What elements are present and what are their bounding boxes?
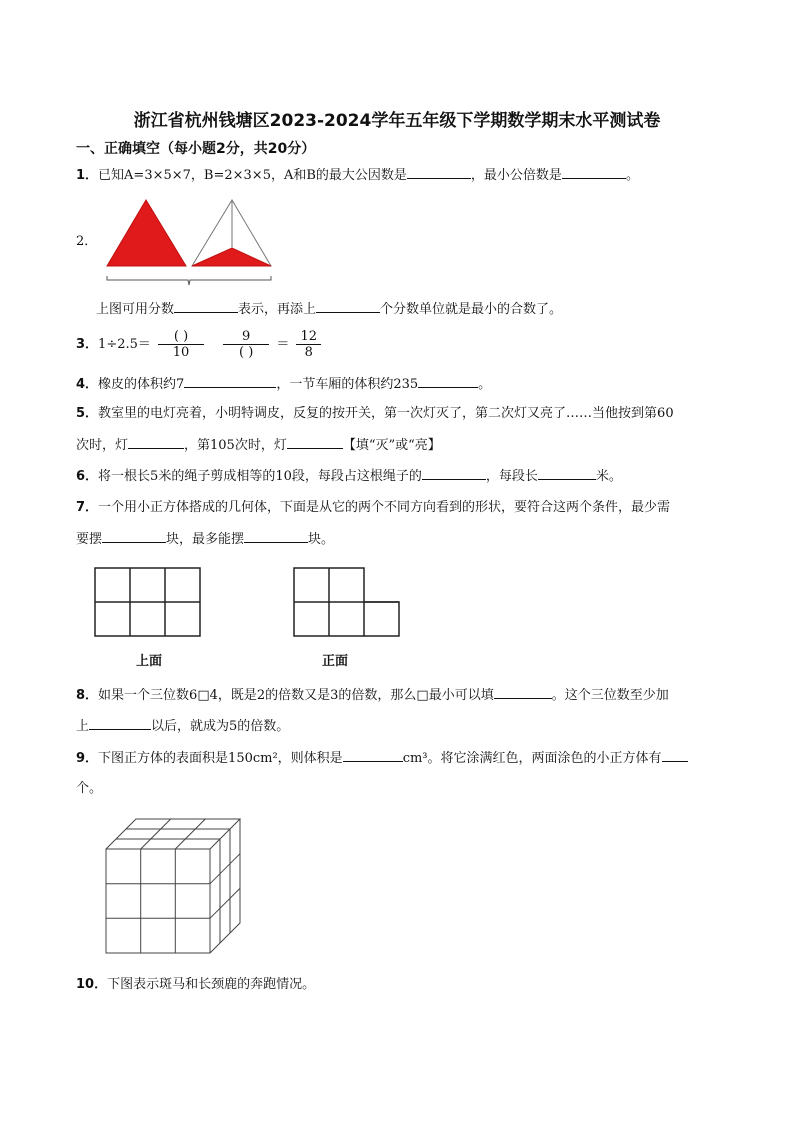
question-4	[76, 374, 491, 395]
question-8-line-2	[76, 716, 289, 737]
top-view-label: 上面	[136, 654, 163, 669]
question-9-line-1	[76, 748, 688, 769]
cube-figure	[104, 815, 244, 957]
answer-blank[interactable]	[102, 529, 166, 543]
question-text: 下图正方体的表面积是150cm²，则体积是	[98, 751, 343, 766]
question-text: 上图可用分数	[96, 302, 175, 317]
question-text: ，第105次时，灯	[184, 438, 287, 453]
question-text: 。	[625, 168, 639, 183]
question-text: 如果一个三位数6□4，既是2的倍数又是3的倍数，那么□最小可以填	[98, 688, 494, 703]
answer-blank[interactable]	[538, 466, 596, 480]
question-number: 5．	[76, 406, 99, 421]
question-text: 要摆	[76, 532, 103, 547]
answer-blank[interactable]	[407, 165, 471, 179]
fraction-numerator: 9	[223, 329, 269, 345]
question-1	[76, 165, 639, 186]
question-text: ，最小公倍数是	[470, 168, 562, 183]
question-number: 7．	[76, 500, 99, 515]
question-number: 3．	[76, 337, 99, 352]
brace	[107, 276, 271, 285]
question-text: 个分数单位就是最小的合数了。	[380, 302, 563, 317]
question-2	[96, 299, 562, 320]
question-number: 6．	[76, 469, 99, 484]
question-number: 9．	[76, 751, 99, 766]
answer-blank[interactable]	[287, 435, 343, 449]
question-text: 教室里的电灯亮着，小明特调皮，反复的按开关，第一次灯灭了，第二次灯又亮了……当他按到第60	[98, 406, 674, 421]
answer-blank[interactable]	[184, 374, 276, 388]
shaded-triangle	[107, 200, 186, 266]
top-view-grid	[94, 567, 204, 639]
question-number: 10．	[76, 977, 108, 992]
question-text: 【填“灭”或“亮】	[342, 438, 441, 453]
answer-blank[interactable]	[422, 466, 486, 480]
question-3	[76, 328, 324, 362]
question-text: 以后，就成为5的倍数。	[151, 719, 290, 734]
answer-blank[interactable]	[128, 435, 184, 449]
question-text: 。这个三位数至少加	[551, 688, 669, 703]
section-heading: 一、正确填空（每小题2分，共20分）	[76, 141, 316, 157]
fraction-numerator[interactable]: ( )	[158, 329, 204, 345]
question-text: 下图表示斑马和长颈鹿的奔跑情况。	[107, 977, 316, 992]
question-text: 上	[76, 719, 90, 734]
equals-sign: ＝	[276, 337, 290, 352]
answer-blank[interactable]	[174, 299, 238, 313]
question-8-line-1	[76, 685, 669, 706]
answer-blank[interactable]	[89, 716, 151, 730]
question-5-line-2	[76, 435, 441, 456]
question-10	[76, 975, 315, 995]
question-2-number: 2．	[76, 234, 98, 249]
question-text: 已知A=3×5×7，B=2×3×5，A和B的最大公因数是	[98, 168, 407, 183]
question-number: 4．	[76, 377, 99, 392]
question-6	[76, 466, 622, 487]
question-text: 表示，再添上	[238, 302, 317, 317]
question-text: 。	[478, 377, 492, 392]
fraction-denominator: 10	[172, 345, 190, 360]
question-7-line-1	[76, 498, 670, 518]
question-text: 次时，灯	[76, 438, 129, 453]
question-text: 一个用小正方体搭成的几何体，下面是从它的两个不同方向看到的形状，要符合这两个条件，最少需	[98, 500, 671, 515]
fraction	[158, 329, 204, 360]
answer-blank[interactable]	[316, 299, 380, 313]
answer-blank[interactable]	[494, 685, 552, 699]
question-text: 橡皮的体积约7	[98, 377, 185, 392]
page-title: 浙江省杭州钱塘区2023-2024学年五年级下学期数学期末水平测试卷	[133, 111, 661, 131]
answer-blank[interactable]	[562, 165, 626, 179]
question-7-line-2	[76, 529, 334, 550]
question-text: 米。	[595, 469, 622, 484]
question-text: 块。	[308, 532, 335, 547]
fraction	[223, 329, 269, 360]
front-view-grid	[293, 567, 403, 639]
question-5-line-1	[76, 404, 674, 424]
question-9-line-2: 个。	[76, 781, 103, 796]
fraction-denominator[interactable]: ( )	[239, 345, 254, 360]
front-view-label: 正面	[322, 654, 349, 669]
question-text: ，每段长	[485, 469, 538, 484]
question-text: ，一节车厢的体积约235	[276, 377, 419, 392]
question-number: 1．	[76, 168, 99, 183]
question-text: 1÷2.5＝	[98, 337, 151, 352]
fraction-numerator: 12	[296, 329, 321, 345]
question-number: 8．	[76, 688, 99, 703]
answer-blank[interactable]	[244, 529, 308, 543]
fraction-denominator: 8	[304, 345, 313, 360]
triangle-figure	[104, 196, 274, 288]
answer-blank[interactable]	[343, 748, 403, 762]
answer-blank[interactable]	[662, 748, 688, 762]
fraction	[296, 329, 321, 360]
question-text: 将一根长5米的绳子剪成相等的10段，每段占这根绳子的	[98, 469, 422, 484]
question-text: 块，最多能摆	[166, 532, 245, 547]
answer-blank[interactable]	[418, 374, 478, 388]
question-text: cm³。将它涂满红色，两面涂色的小正方体有	[402, 751, 662, 766]
